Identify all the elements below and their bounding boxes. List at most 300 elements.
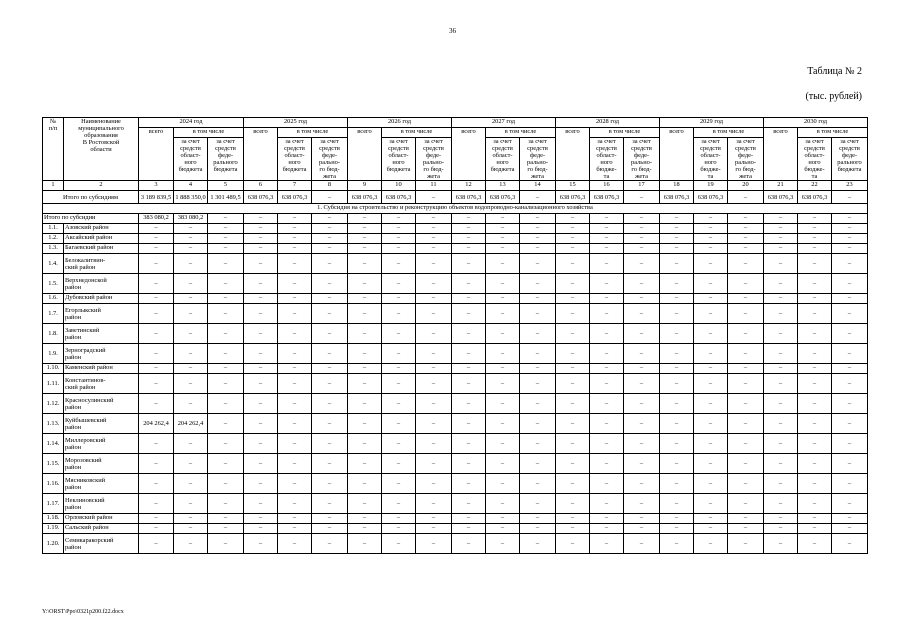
district-value: –	[764, 254, 798, 274]
district-value: –	[382, 514, 416, 524]
district-value: –	[244, 414, 278, 434]
district-value: –	[798, 454, 832, 474]
district-value: –	[556, 324, 590, 344]
district-value: –	[486, 474, 520, 494]
district-value: –	[694, 224, 728, 234]
section-total-value: –	[556, 214, 590, 224]
row-number: 1.12.	[43, 394, 64, 414]
district-value: –	[312, 374, 348, 394]
district-value: –	[416, 394, 452, 414]
district-value: –	[312, 234, 348, 244]
district-value: –	[486, 454, 520, 474]
district-value: –	[694, 274, 728, 294]
district-value: –	[278, 374, 312, 394]
district-value: –	[728, 294, 764, 304]
district-value: –	[590, 434, 624, 454]
column-number: 22	[798, 181, 832, 191]
district-value: –	[416, 524, 452, 534]
district-value: –	[660, 374, 694, 394]
section-total-value: –	[312, 214, 348, 224]
district-value: –	[832, 254, 868, 274]
district-value: –	[208, 514, 244, 524]
district-value: –	[312, 364, 348, 374]
district-value: –	[556, 374, 590, 394]
district-value: –	[174, 454, 208, 474]
district-value: –	[382, 324, 416, 344]
header-regional-budget: за счет средств област- ного бюджета	[486, 138, 520, 181]
row-number: 1.14.	[43, 434, 64, 454]
table-title: Таблица № 2	[807, 66, 862, 77]
district-value: –	[660, 434, 694, 454]
district-value: –	[832, 234, 868, 244]
district-value: –	[556, 414, 590, 434]
column-number: 1	[43, 181, 64, 191]
column-number: 6	[244, 181, 278, 191]
column-number: 4	[174, 181, 208, 191]
district-value: –	[728, 414, 764, 434]
row-number: 1.4.	[43, 254, 64, 274]
district-value: –	[556, 454, 590, 474]
district-value: –	[278, 294, 312, 304]
district-value: –	[624, 474, 660, 494]
district-value: –	[590, 274, 624, 294]
district-value: –	[624, 364, 660, 374]
district-value: –	[624, 234, 660, 244]
district-value: –	[416, 534, 452, 554]
district-value: –	[832, 394, 868, 414]
district-value: –	[694, 414, 728, 434]
district-value: –	[208, 434, 244, 454]
district-value: –	[660, 344, 694, 364]
district-value: –	[728, 494, 764, 514]
district-value: –	[486, 524, 520, 534]
district-value: –	[278, 454, 312, 474]
district-value: –	[244, 234, 278, 244]
district-value: –	[728, 364, 764, 374]
district-value: –	[556, 274, 590, 294]
district-value: –	[486, 234, 520, 244]
district-value: –	[520, 254, 556, 274]
district-value: –	[139, 434, 174, 454]
district-value: –	[764, 524, 798, 534]
district-value: –	[624, 274, 660, 294]
district-value: –	[798, 374, 832, 394]
district-value: –	[382, 224, 416, 234]
district-value: –	[208, 364, 244, 374]
district-name: Зерноградский район	[64, 344, 139, 364]
district-value: –	[694, 344, 728, 364]
district-value: –	[694, 434, 728, 454]
district-value: –	[208, 234, 244, 244]
column-number: 11	[416, 181, 452, 191]
header-total: всего	[556, 128, 590, 181]
district-value: –	[694, 364, 728, 374]
district-value: –	[624, 344, 660, 364]
district-value: –	[312, 494, 348, 514]
district-value: –	[520, 494, 556, 514]
header-regional-budget: за счет средств област- ного бюджета	[278, 138, 312, 181]
district-value: –	[590, 364, 624, 374]
row-number: 1.3.	[43, 244, 64, 254]
district-value: –	[520, 244, 556, 254]
column-number: 9	[348, 181, 382, 191]
district-value: –	[139, 324, 174, 344]
district-value: –	[382, 244, 416, 254]
district-value: –	[520, 434, 556, 454]
district-value: –	[416, 374, 452, 394]
district-value: –	[208, 474, 244, 494]
total-row-value: 1 888 350,0	[174, 191, 208, 204]
district-value: –	[382, 294, 416, 304]
district-value: –	[174, 324, 208, 344]
section-total-value: –	[520, 214, 556, 224]
district-value: –	[208, 244, 244, 254]
district-value: –	[416, 364, 452, 374]
header-including: в том числе	[486, 128, 556, 138]
district-value: –	[312, 534, 348, 554]
district-value: –	[312, 454, 348, 474]
district-value: –	[590, 304, 624, 324]
district-value: –	[520, 344, 556, 364]
district-value: –	[486, 534, 520, 554]
district-value: –	[660, 234, 694, 244]
total-row-value: 638 076,3	[556, 191, 590, 204]
district-value: –	[556, 494, 590, 514]
district-value: –	[694, 294, 728, 304]
district-value: –	[798, 414, 832, 434]
district-value: –	[624, 394, 660, 414]
district-value: –	[798, 474, 832, 494]
header-year: 2026 год	[348, 118, 452, 128]
district-value: –	[244, 494, 278, 514]
district-value: –	[348, 524, 382, 534]
district-value: –	[416, 254, 452, 274]
district-value: –	[660, 474, 694, 494]
district-value: –	[244, 534, 278, 554]
header-total: всего	[764, 128, 798, 181]
district-value: –	[348, 234, 382, 244]
district-value: –	[348, 274, 382, 294]
district-value: –	[174, 524, 208, 534]
total-row-value: 638 076,3	[660, 191, 694, 204]
district-value: –	[174, 474, 208, 494]
district-value: –	[348, 414, 382, 434]
district-value: –	[139, 534, 174, 554]
district-value: –	[556, 244, 590, 254]
district-value: –	[208, 294, 244, 304]
district-value: –	[764, 234, 798, 244]
header-including: в том числе	[694, 128, 764, 138]
district-value: –	[590, 244, 624, 254]
district-value: –	[728, 254, 764, 274]
district-value: –	[624, 374, 660, 394]
district-value: –	[278, 224, 312, 234]
district-value: –	[520, 454, 556, 474]
district-value: –	[382, 374, 416, 394]
district-name: Семикаракорский район	[64, 534, 139, 554]
district-value: –	[244, 304, 278, 324]
column-number: 2	[64, 181, 139, 191]
district-value: –	[660, 244, 694, 254]
district-value: –	[382, 414, 416, 434]
district-value: –	[486, 344, 520, 364]
district-value: –	[174, 294, 208, 304]
district-value: –	[798, 224, 832, 234]
district-value: –	[244, 224, 278, 234]
section-total-value: –	[486, 214, 520, 224]
district-value: –	[486, 434, 520, 454]
district-value: –	[208, 534, 244, 554]
district-name: Сальский район	[64, 524, 139, 534]
district-value: –	[208, 344, 244, 364]
district-value: –	[486, 414, 520, 434]
total-row-value: –	[520, 191, 556, 204]
district-value: –	[590, 454, 624, 474]
district-value: –	[624, 434, 660, 454]
district-value: –	[348, 254, 382, 274]
district-value: –	[660, 414, 694, 434]
district-value: –	[764, 454, 798, 474]
district-value: –	[244, 294, 278, 304]
district-value: –	[139, 474, 174, 494]
header-year: 2025 год	[244, 118, 348, 128]
district-value: –	[348, 434, 382, 454]
district-value: –	[139, 254, 174, 274]
district-value: –	[452, 494, 486, 514]
district-value: –	[590, 234, 624, 244]
section-total-value: –	[728, 214, 764, 224]
district-value: –	[556, 344, 590, 364]
district-name: Багаевский район	[64, 244, 139, 254]
column-number: 21	[764, 181, 798, 191]
district-value: –	[278, 244, 312, 254]
district-value: –	[208, 374, 244, 394]
district-value: –	[728, 304, 764, 324]
total-row-value: 638 076,3	[694, 191, 728, 204]
district-value: –	[832, 294, 868, 304]
section-title: 1. Субсидия на строительство и реконструкцию объектов водопроводно-канализационного хозяйства	[43, 204, 868, 214]
district-value: –	[452, 374, 486, 394]
district-value: –	[208, 304, 244, 324]
district-name: Куйбышевский район	[64, 414, 139, 434]
district-value: –	[244, 254, 278, 274]
district-value: –	[660, 274, 694, 294]
district-value: –	[660, 364, 694, 374]
district-name: Неклиновский район	[64, 494, 139, 514]
section-total-value: –	[244, 214, 278, 224]
column-number: 8	[312, 181, 348, 191]
district-value: –	[382, 254, 416, 274]
district-value: –	[660, 254, 694, 274]
column-number: 7	[278, 181, 312, 191]
district-value: –	[174, 514, 208, 524]
district-value: –	[382, 454, 416, 474]
district-value: –	[798, 294, 832, 304]
district-name: Белокалитвин- ский район	[64, 254, 139, 274]
header-including: в том числе	[590, 128, 660, 138]
district-value: –	[764, 344, 798, 364]
section-total-value: –	[694, 214, 728, 224]
district-value: –	[486, 254, 520, 274]
district-value: –	[694, 524, 728, 534]
district-value: –	[556, 474, 590, 494]
district-value: –	[694, 514, 728, 524]
district-value: –	[832, 274, 868, 294]
column-number: 5	[208, 181, 244, 191]
district-value: –	[556, 434, 590, 454]
district-value: –	[312, 304, 348, 324]
district-value: –	[694, 534, 728, 554]
district-value: –	[416, 244, 452, 254]
district-value: –	[590, 514, 624, 524]
district-value: –	[244, 514, 278, 524]
district-value: –	[416, 474, 452, 494]
district-value: –	[728, 224, 764, 234]
district-value: –	[244, 324, 278, 344]
header-including: в том числе	[798, 128, 868, 138]
district-value: –	[764, 494, 798, 514]
district-value: –	[486, 494, 520, 514]
district-value: –	[278, 474, 312, 494]
column-number: 3	[139, 181, 174, 191]
header-regional-budget: за счет средств област- ного бюджета	[174, 138, 208, 181]
district-value: –	[452, 324, 486, 344]
section-total-value: –	[208, 214, 244, 224]
district-value: –	[174, 364, 208, 374]
district-value: –	[139, 294, 174, 304]
district-value: –	[382, 234, 416, 244]
district-value: –	[382, 304, 416, 324]
district-value: –	[452, 514, 486, 524]
district-value: –	[520, 274, 556, 294]
district-value: –	[416, 224, 452, 234]
district-value: –	[382, 364, 416, 374]
district-value: –	[348, 344, 382, 364]
district-value: –	[278, 254, 312, 274]
district-value: –	[278, 364, 312, 374]
district-value: –	[174, 374, 208, 394]
row-number: 1.7.	[43, 304, 64, 324]
district-value: –	[452, 304, 486, 324]
district-value: –	[452, 524, 486, 534]
district-value: –	[244, 274, 278, 294]
district-value: –	[278, 274, 312, 294]
district-value: –	[348, 324, 382, 344]
section-total-value: –	[660, 214, 694, 224]
section-total-value: –	[348, 214, 382, 224]
header-year: 2029 год	[660, 118, 764, 128]
district-value: –	[416, 304, 452, 324]
district-value: –	[174, 274, 208, 294]
district-value: –	[520, 304, 556, 324]
district-value: –	[278, 494, 312, 514]
district-value: –	[728, 524, 764, 534]
district-value: –	[348, 514, 382, 524]
district-value: –	[728, 474, 764, 494]
district-value: –	[486, 294, 520, 304]
total-row-value: 638 076,3	[244, 191, 278, 204]
district-value: –	[660, 454, 694, 474]
district-value: –	[660, 294, 694, 304]
district-value: –	[348, 304, 382, 324]
district-value: –	[590, 254, 624, 274]
header-regional-budget: за счет средств област- ного бюдже- та	[694, 138, 728, 181]
row-number: 1.5.	[43, 274, 64, 294]
section-total-value: 383 080,2	[174, 214, 208, 224]
district-value: –	[832, 524, 868, 534]
district-value: 204 262,4	[139, 414, 174, 434]
district-value: –	[590, 534, 624, 554]
district-value: –	[174, 234, 208, 244]
district-value: –	[798, 234, 832, 244]
district-value: –	[660, 224, 694, 234]
district-value: –	[452, 234, 486, 244]
district-value: –	[764, 414, 798, 434]
column-number: 12	[452, 181, 486, 191]
district-value: –	[208, 454, 244, 474]
district-name: Каменский район	[64, 364, 139, 374]
district-value: –	[382, 394, 416, 414]
district-value: –	[590, 524, 624, 534]
header-including: в том числе	[278, 128, 348, 138]
district-value: –	[174, 254, 208, 274]
district-value: –	[278, 394, 312, 414]
district-value: –	[694, 234, 728, 244]
district-value: –	[244, 344, 278, 364]
district-value: –	[728, 454, 764, 474]
district-value: –	[728, 374, 764, 394]
district-value: –	[208, 394, 244, 414]
district-name: Константинов- ский район	[64, 374, 139, 394]
district-value: –	[798, 534, 832, 554]
district-value: –	[174, 394, 208, 414]
district-value: –	[590, 494, 624, 514]
header-total: всего	[348, 128, 382, 181]
row-number: 1.15.	[43, 454, 64, 474]
header-name: Наименование муниципального образования В Ростовской области	[64, 118, 139, 181]
district-value: –	[694, 324, 728, 344]
district-value: –	[452, 394, 486, 414]
header-federal-budget: за счет средств феде- рального бюджета	[832, 138, 868, 181]
district-value: –	[798, 304, 832, 324]
district-value: –	[312, 324, 348, 344]
district-value: –	[416, 414, 452, 434]
district-value: –	[590, 414, 624, 434]
district-value: –	[139, 364, 174, 374]
district-value: –	[486, 374, 520, 394]
district-value: –	[520, 474, 556, 494]
district-value: –	[382, 274, 416, 294]
district-value: –	[312, 224, 348, 234]
header-year: 2027 год	[452, 118, 556, 128]
district-name: Дубовский район	[64, 294, 139, 304]
column-number: 19	[694, 181, 728, 191]
district-value: –	[312, 514, 348, 524]
district-value: –	[764, 224, 798, 234]
units-label: (тыс. рублей)	[805, 91, 862, 102]
district-value: –	[832, 474, 868, 494]
district-value: –	[208, 224, 244, 234]
district-value: –	[556, 304, 590, 324]
district-name: Заветинский район	[64, 324, 139, 344]
district-value: –	[208, 254, 244, 274]
section-total-value: –	[624, 214, 660, 224]
header-year: 2030 год	[764, 118, 868, 128]
district-value: –	[694, 304, 728, 324]
district-value: –	[624, 244, 660, 254]
district-value: –	[486, 364, 520, 374]
district-value: –	[139, 344, 174, 364]
